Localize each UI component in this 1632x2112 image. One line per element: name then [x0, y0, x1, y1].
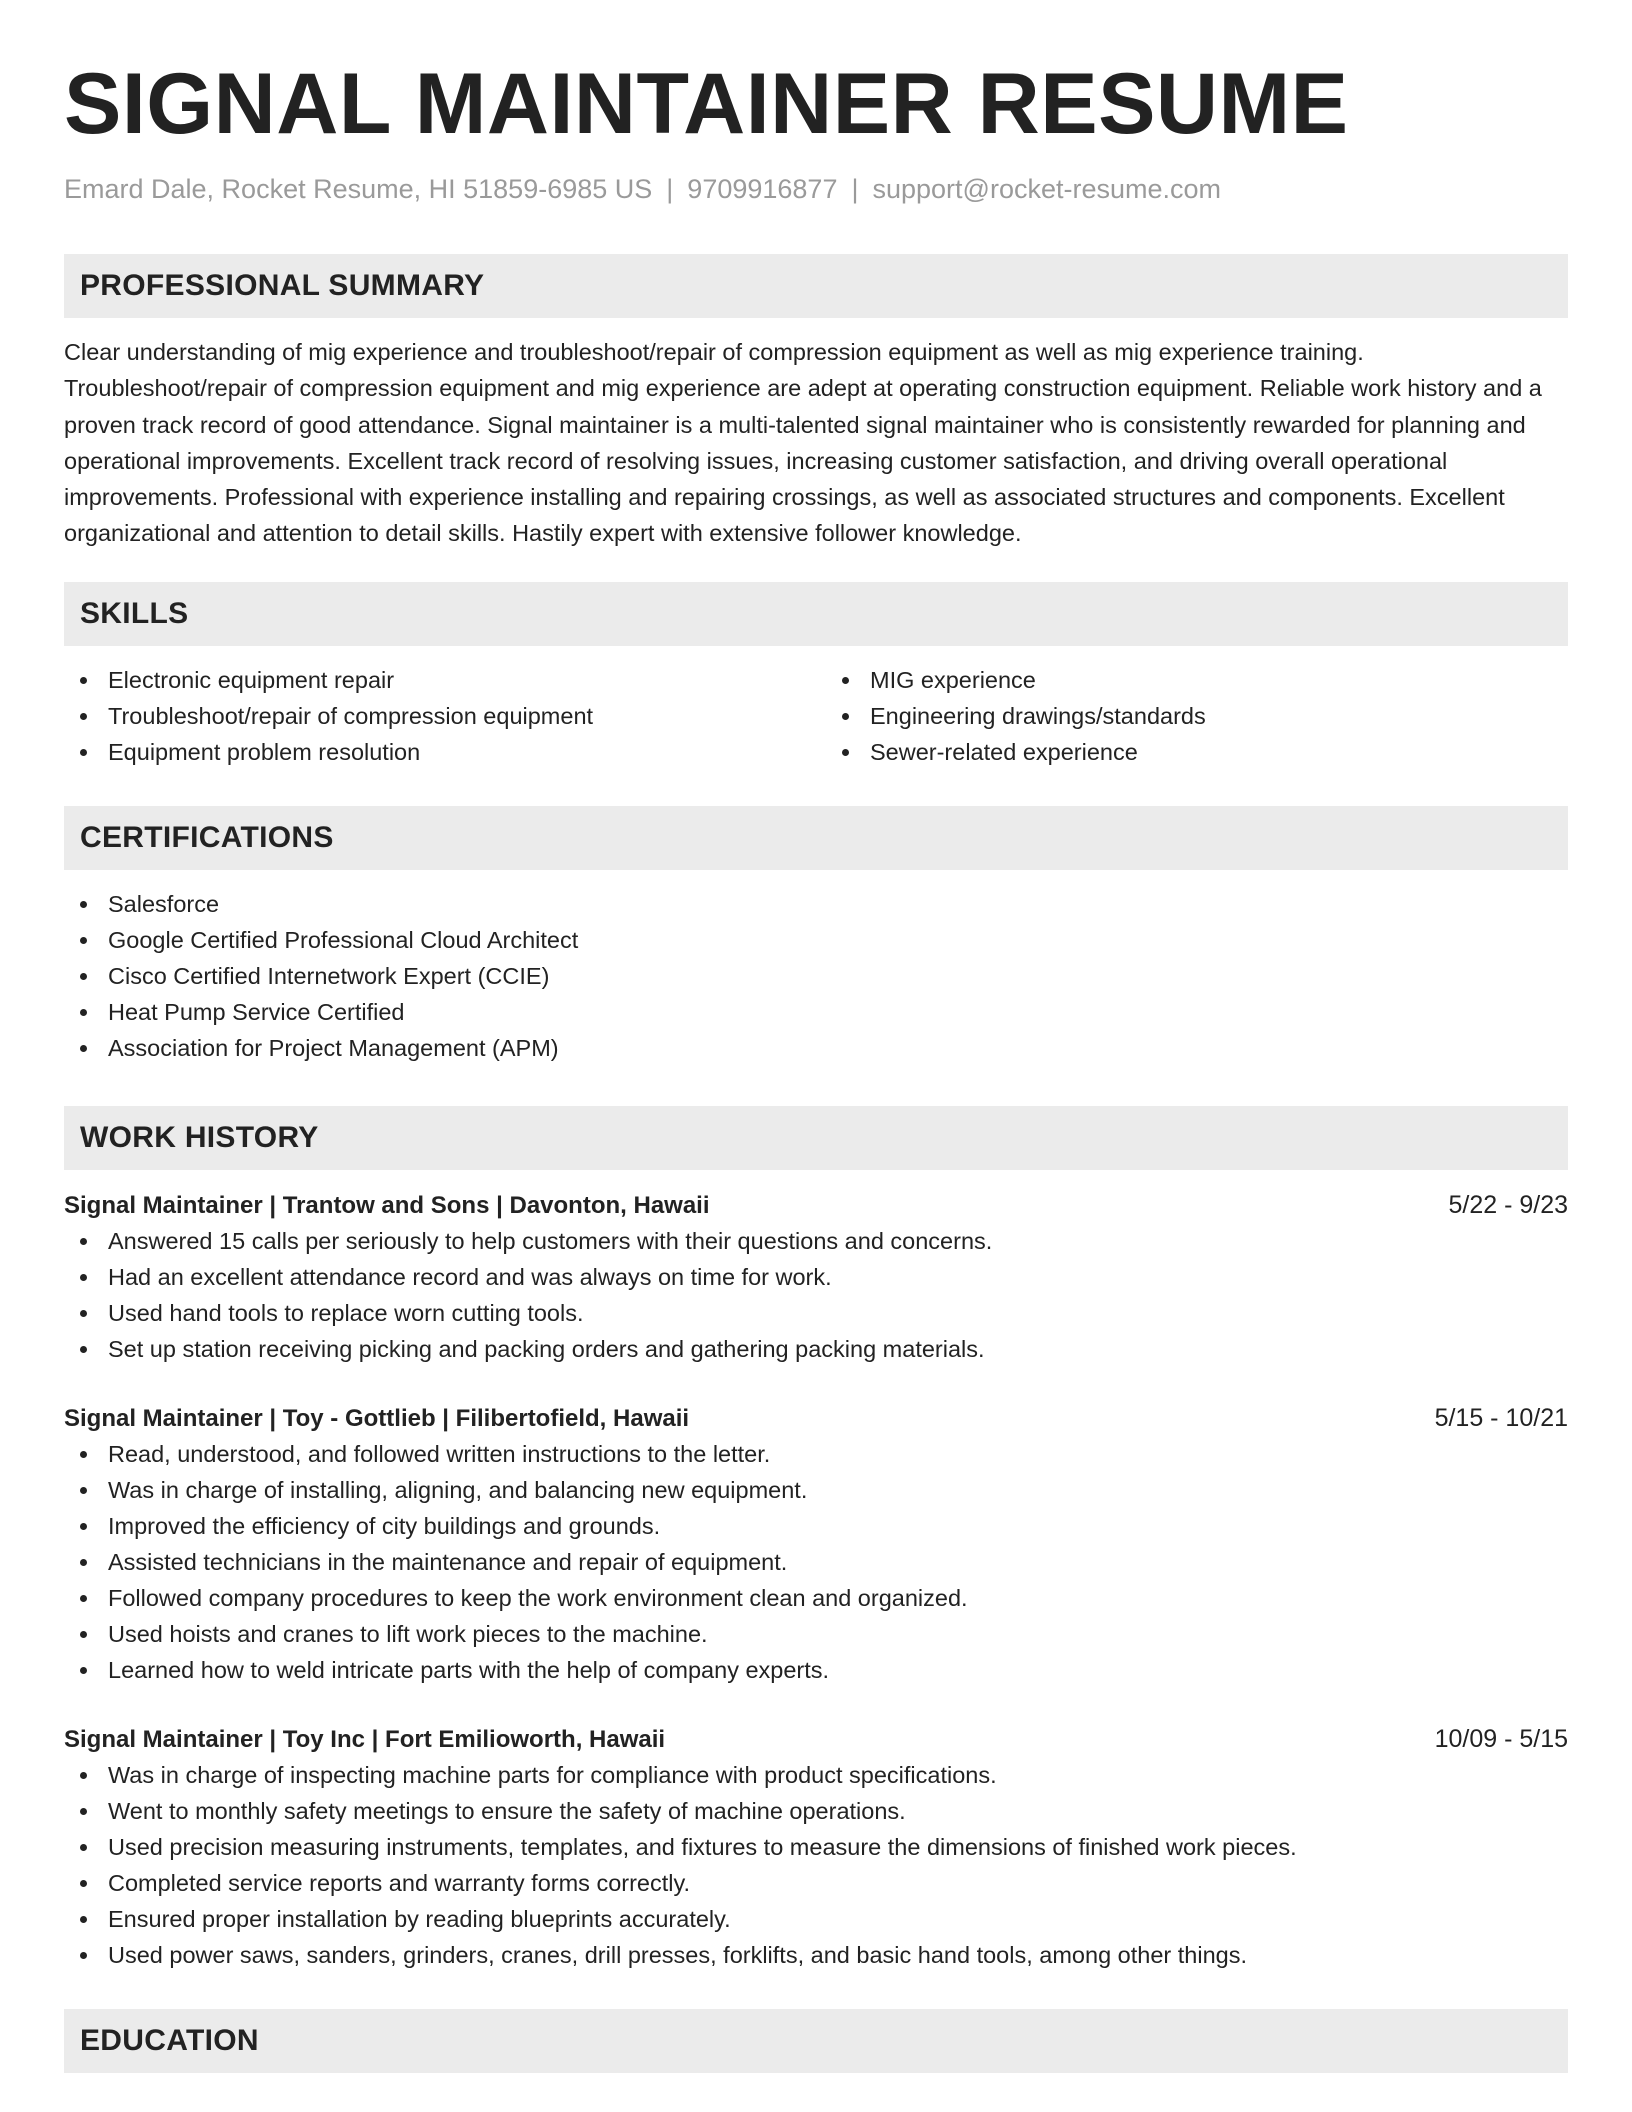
- section-heading-certifications: CERTIFICATIONS: [64, 806, 1568, 870]
- contact-line: [64, 170, 1568, 208]
- section-heading-work-history: WORK HISTORY: [64, 1106, 1568, 1170]
- certification-item: Cisco Certified Internetwork Expert (CCIE): [64, 958, 1568, 994]
- job-dates: 5/15 - 10/21: [1434, 1403, 1568, 1432]
- job-dates: 10/09 - 5/15: [1434, 1724, 1568, 1753]
- job-bullet: Used precision measuring instruments, templates, and fixtures to measure the dimensions of finished work pieces.: [64, 1829, 1568, 1865]
- contact-separator: |: [851, 174, 859, 204]
- job-title: Signal Maintainer | Toy Inc | Fort Emilioworth, Hawaii: [64, 1725, 666, 1753]
- job-bullet: Followed company procedures to keep the work environment clean and organized.: [64, 1580, 1568, 1616]
- section-heading-education: EDUCATION: [64, 2009, 1568, 2073]
- skill-item: MIG experience: [826, 662, 1568, 698]
- resume-title: SIGNAL MAINTAINER RESUME: [64, 56, 1349, 152]
- job-bullet: Learned how to weld intricate parts with the help of company experts.: [64, 1652, 1568, 1688]
- job-bullet: Used hand tools to replace worn cutting tools.: [64, 1295, 1568, 1331]
- job-bullet: Improved the efficiency of city buildings and grounds.: [64, 1508, 1568, 1544]
- job-bullet: Assisted technicians in the maintenance and repair of equipment.: [64, 1544, 1568, 1580]
- skill-item: Engineering drawings/standards: [826, 698, 1568, 734]
- skills-list-left: [64, 662, 806, 770]
- section-heading-skills: SKILLS: [64, 582, 1568, 646]
- job-bullet: Ensured proper installation by reading blueprints accurately.: [64, 1901, 1568, 1937]
- job-bullet: Had an excellent attendance record and was always on time for work.: [64, 1259, 1568, 1295]
- job-bullet: Was in charge of inspecting machine parts for compliance with product specifications.: [64, 1757, 1568, 1793]
- skill-item: Troubleshoot/repair of compression equipment: [64, 698, 806, 734]
- certification-item: Association for Project Management (APM): [64, 1030, 1568, 1066]
- job-dates: 5/22 - 9/23: [1448, 1190, 1568, 1219]
- certification-item: Google Certified Professional Cloud Architect: [64, 922, 1568, 958]
- section-heading-summary: PROFESSIONAL SUMMARY: [64, 254, 1568, 318]
- contact-separator: |: [666, 174, 674, 204]
- skills-grid: [64, 662, 1568, 770]
- job-header: [64, 1722, 1568, 1757]
- job-entry: [64, 1722, 1568, 1973]
- job-bullet-list: [64, 1436, 1568, 1688]
- job-bullet: Went to monthly safety meetings to ensure the safety of machine operations.: [64, 1793, 1568, 1829]
- resume-page: [64, 0, 1568, 2073]
- job-bullet: Answered 15 calls per seriously to help customers with their questions and concerns.: [64, 1223, 1568, 1259]
- job-title: Signal Maintainer | Toy - Gottlieb | Filibertofield, Hawaii: [64, 1404, 690, 1432]
- job-bullet: Read, understood, and followed written instructions to the letter.: [64, 1436, 1568, 1472]
- job-bullet: Used power saws, sanders, grinders, cranes, drill presses, forklifts, and basic hand tools, among other things.: [64, 1937, 1568, 1973]
- job-bullet: Used hoists and cranes to lift work pieces to the machine.: [64, 1616, 1568, 1652]
- contact-phone: 9709916877: [687, 174, 838, 204]
- job-header: [64, 1401, 1568, 1436]
- skills-list-right: [826, 662, 1568, 770]
- job-entry: [64, 1401, 1568, 1688]
- job-bullet-list: [64, 1223, 1568, 1367]
- job-bullet: Completed service reports and warranty forms correctly.: [64, 1865, 1568, 1901]
- contact-address: Emard Dale, Rocket Resume, HI 51859-6985 US: [64, 174, 653, 204]
- job-header: [64, 1188, 1568, 1223]
- certification-item: Salesforce: [64, 886, 1568, 922]
- skill-item: Electronic equipment repair: [64, 662, 806, 698]
- certification-item: Heat Pump Service Certified: [64, 994, 1568, 1030]
- contact-email[interactable]: support@rocket-resume.com: [872, 174, 1222, 204]
- job-bullet: Was in charge of installing, aligning, and balancing new equipment.: [64, 1472, 1568, 1508]
- job-bullet: Set up station receiving picking and packing orders and gathering packing materials.: [64, 1331, 1568, 1367]
- skill-item: Equipment problem resolution: [64, 734, 806, 770]
- summary-paragraph: Clear understanding of mig experience and troubleshoot/repair of compression equipment as well as mig experience training. Troubleshoot/repair of compression equipment and mig experience are adept at operating construction equipment. Reliable work history and a proven track record of good attendance. Signal maintainer is a multi-talented signal maintainer who is consistently rewarded for planning and operational improvements. Excellent track record of resolving issues, increasing customer satisfaction, and driving overall operational improvements. Professional with experience installing and repairing crossings, as well as associated structures and components. Excellent organizational and attention to detail skills. Hastily expert with extensive follower knowledge.: [64, 339, 1542, 547]
- certifications-list: [64, 886, 1568, 1066]
- job-bullet-list: [64, 1757, 1568, 1973]
- job-entry: [64, 1188, 1568, 1367]
- skill-item: Sewer-related experience: [826, 734, 1568, 770]
- job-title: Signal Maintainer | Trantow and Sons | Davonton, Hawaii: [64, 1191, 710, 1219]
